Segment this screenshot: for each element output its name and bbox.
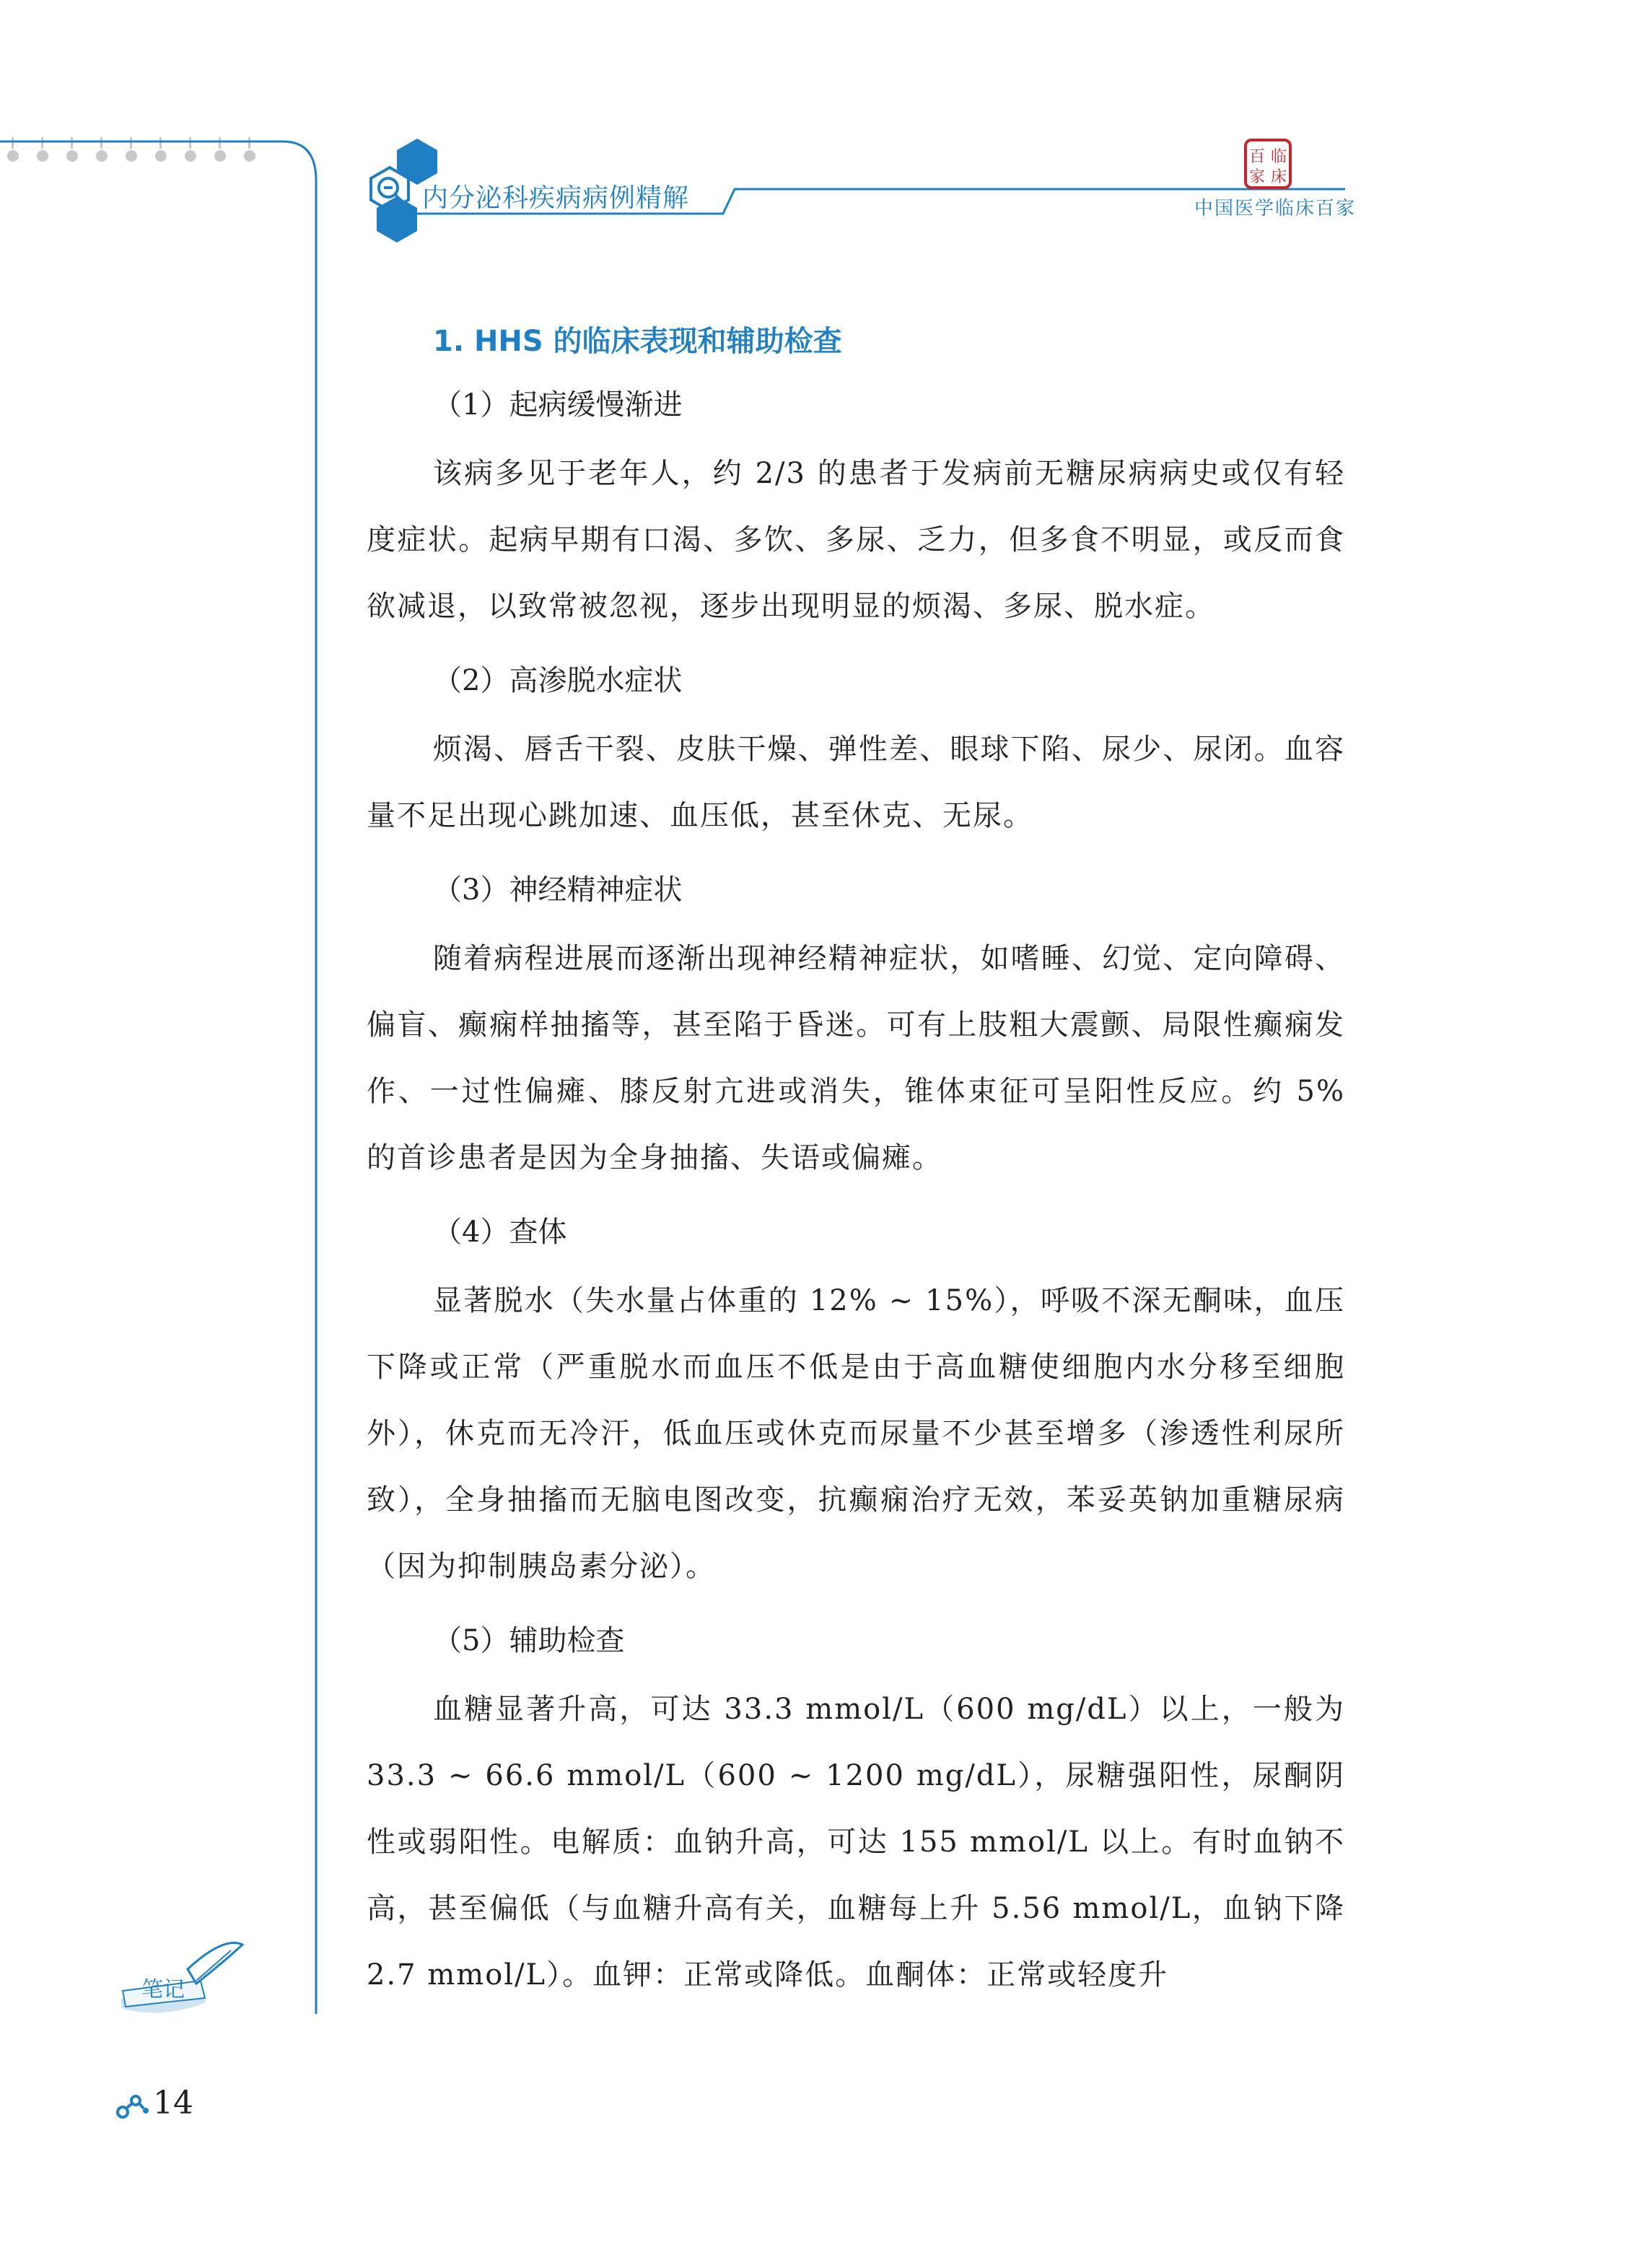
binder-dot-stem [159, 137, 162, 149]
subsection-title: （4）查体 [433, 1216, 567, 1249]
binder-dot-stem [130, 137, 132, 149]
molecule-icon [115, 2090, 150, 2119]
binder-dot [96, 150, 108, 162]
subsection-list [367, 388, 1345, 2033]
binder-dot-stem [189, 137, 191, 149]
subsection-title: （2）高渗脱水症状 [433, 664, 683, 697]
svg-text:床: 床 [1270, 168, 1287, 186]
body-paragraph: 显著脱水（失水量占体重的 12% ~ 15%），呼吸不深无酮味，血压下降或正常（严重脱水而血压不低是由于高血糖使细胞内水分移至细胞外），休克而无冷汗，低血压或休克而尿量不少甚至增多（渗透性利尿所致），全身抽搐而无脑电图改变，抗癫痫治疗无效，苯妥英钠加重糖尿病（因为抑制胰岛素分泌）。 [367, 1284, 1345, 1583]
subsection-title: （5）辅助检查 [433, 1624, 625, 1657]
binder-dot [244, 150, 255, 162]
notes-label: 笔记 [141, 1977, 185, 2002]
binder-dot-stem [248, 137, 250, 149]
page-number: 14 [153, 2085, 193, 2121]
subsection-title: （3）神经精神症状 [433, 873, 683, 907]
subsection-title: （1）起病缓慢渐进 [433, 388, 683, 422]
seal-logo-icon [1243, 137, 1293, 191]
series-name: 中国医学临床百家 [1194, 198, 1357, 219]
section-heading: 1. HHS 的临床表现和辅助检查 [433, 325, 842, 358]
svg-text:百: 百 [1248, 148, 1266, 166]
page-content [367, 323, 1345, 2033]
binder-dot-stem [71, 137, 73, 149]
svg-text:家: 家 [1248, 168, 1266, 186]
body-paragraph: 该病多见于老年人，约 2/3 的患者于发病前无糖尿病病史或仅有轻度症状。起病早期有口渴、多饮、多尿、乏力，但多食不明显，或反而食欲减退，以致常被忽视，逐步出现明显的烦渴、多尿、脱水症。 [367, 457, 1345, 623]
book-title: 内分泌科疾病病例精解 [422, 183, 690, 213]
svg-text:临: 临 [1270, 148, 1287, 166]
binder-dot [7, 150, 19, 162]
binder-dot-stem [100, 137, 102, 149]
binder-dot [37, 150, 48, 162]
binder-dot [155, 150, 167, 162]
notes-pen-icon [115, 1940, 245, 2027]
binder-dot [66, 150, 78, 162]
body-paragraph: 随着病程进展而逐渐出现神经精神症状，如嗜睡、幻觉、定向障碍、偏盲、癫痫样抽搐等，甚至陷于昏迷。可有上肢粗大震颤、局限性癫痫发作、一过性偏瘫、膝反射亢进或消失，锥体束征可呈阳性反应。约 5% 的首诊患者是因为全身抽搐、失语或偏瘫。 [367, 942, 1345, 1174]
binder-dot-stem [41, 137, 43, 149]
binder-dot [126, 150, 137, 162]
binder-dot-stem [12, 137, 14, 149]
binder-dot [185, 150, 196, 162]
binder-dot-stem [219, 137, 221, 149]
body-paragraph: 烦渴、唇舌干裂、皮肤干燥、弹性差、眼球下陷、尿少、尿闭。血容量不足出现心跳加速、血压低，甚至休克、无尿。 [367, 733, 1345, 832]
body-paragraph: 血糖显著升高，可达 33.3 mmol/L（600 mg/dL）以上，一般为 33.3 ~ 66.6 mmol/L（600 ~ 1200 mg/dL），尿糖强阳性，尿酮阴性或弱阳性。电解质：血钠升高，可达 155 mmol/L 以上。有时血钠不高，甚至偏低（与血糖升高有关，血糖每上升 5.56 mmol/L，血钠下降 2.7 mmol/L）。血钾：正常或降低。血酮体：正常或轻度升 [367, 1693, 1345, 1992]
binder-dot [214, 150, 226, 162]
